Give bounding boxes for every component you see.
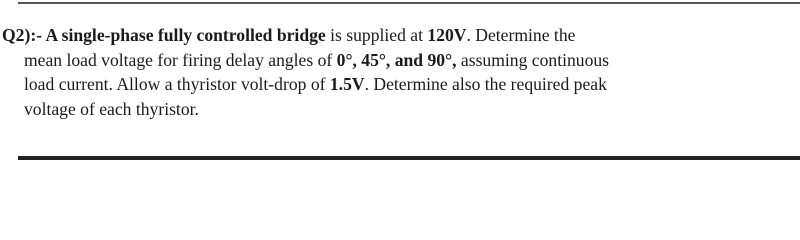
question-line-3 <box>2 72 792 97</box>
question-text: assuming continuous <box>456 49 610 70</box>
question-label: Q2):- A single-phase fully controlled bridge <box>2 25 326 45</box>
question-text: voltage of each thyristor. <box>24 98 199 119</box>
question-text: . Determine the <box>466 25 576 45</box>
thyristor-drop: 1.5V <box>329 74 365 94</box>
question-line-2 <box>2 48 792 73</box>
question-text: mean load voltage for firing delay angles of <box>24 49 337 70</box>
question-q2 <box>2 23 792 121</box>
top-rule <box>18 2 800 4</box>
question-text: is supplied at <box>325 25 428 45</box>
supply-voltage: 120V <box>427 25 467 45</box>
question-line-4 <box>2 97 792 122</box>
firing-angles: 0°, 45°, and 90°, <box>336 49 457 70</box>
bottom-rule <box>18 156 800 160</box>
question-line-1 <box>2 23 792 48</box>
question-text: . Determine also the required peak <box>364 74 607 94</box>
question-text: load current. Allow a thyristor volt-drop of <box>24 74 330 94</box>
